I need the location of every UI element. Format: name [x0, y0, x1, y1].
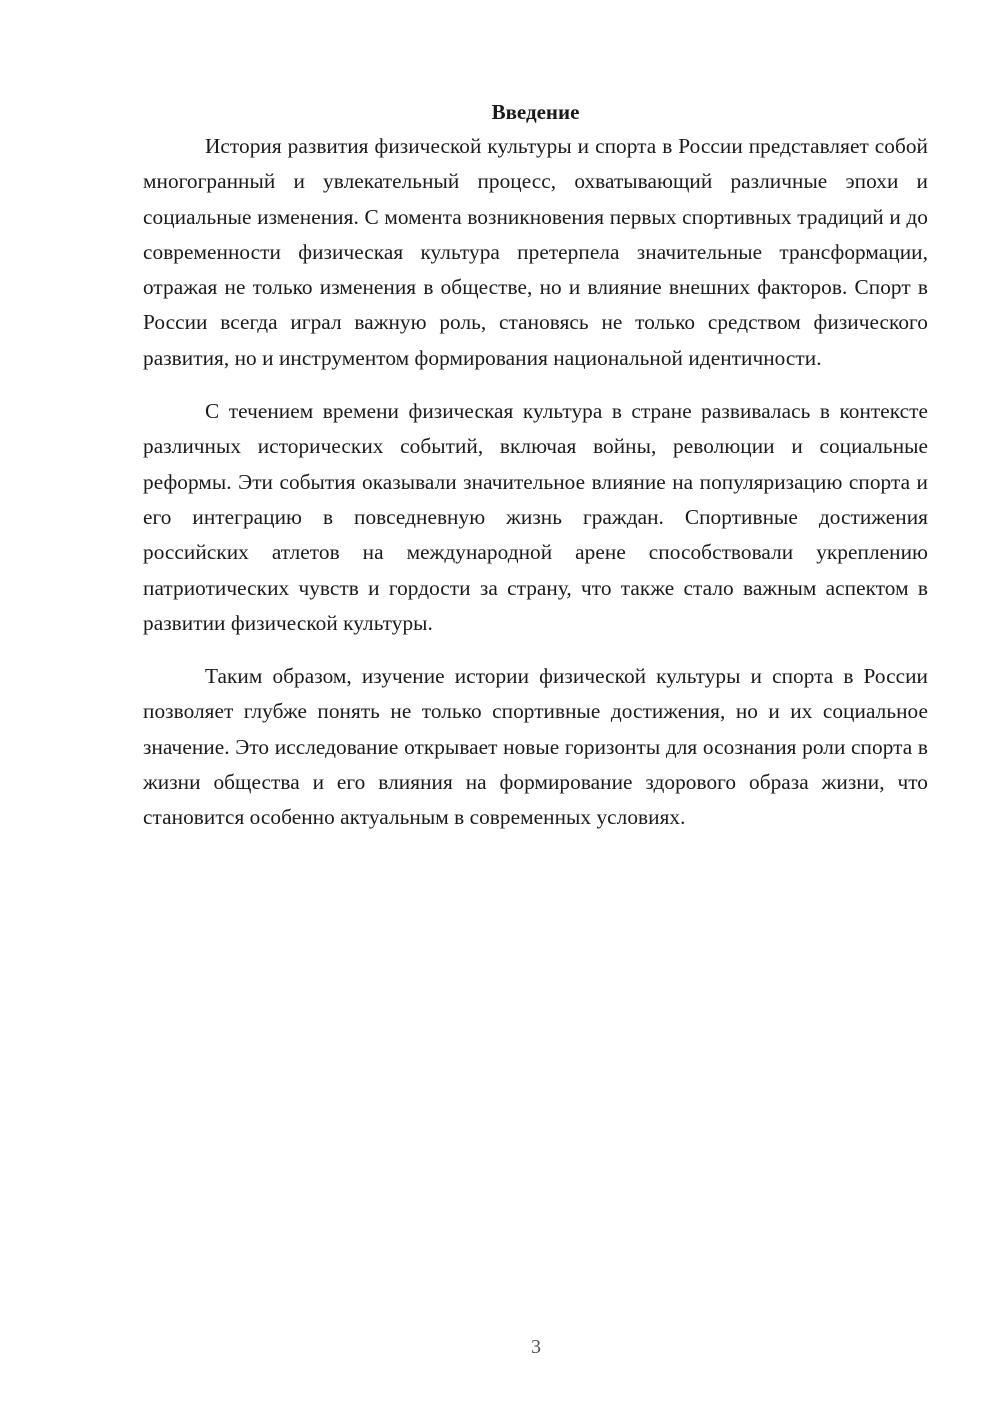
paragraph-2: С течением времени физическая культура в стране развивалась в контексте различных исторических событий, включая войны, революции и социальные реформы. Эти события оказывали значительное влияние на популяризацию спорта и его интеграцию в повседневную жизнь граждан. Спортивные достижения российских атлетов на международной арене способствовали укреплению патриотических чувств и гордости за страну, что также стало важным аспектом в развитии физической культуры. — [143, 399, 928, 635]
paragraph-3: Таким образом, изучение истории физической культуры и спорта в России позволяет глубже понять не только спортивные достижения, но и их социальное значение. Это исследование открывает новые горизонты для осознания роли спорта в жизни общества и его влияния на формирование здорового образа жизни, что становится особенно актуальным в современных условиях. — [143, 664, 928, 830]
section-heading: Введение — [491, 100, 580, 124]
paragraph-1: История развития физической культуры и спорта в России представляет собой многогранный и увлекательный процесс, охватывающий различные эпохи и социальные изменения. С момента возникновения первых спортивных традиций и до современности физическая культура претерпела значительные трансформации, отражая не только изменения в обществе, но и влияние внешних факторов. Спорт в России всегда играл важную роль, становясь не только средством физического развития, но и инструментом формирования национальной идентичности. — [143, 134, 928, 370]
page-number: 3 — [531, 1336, 541, 1358]
page-content — [143, 97, 928, 854]
